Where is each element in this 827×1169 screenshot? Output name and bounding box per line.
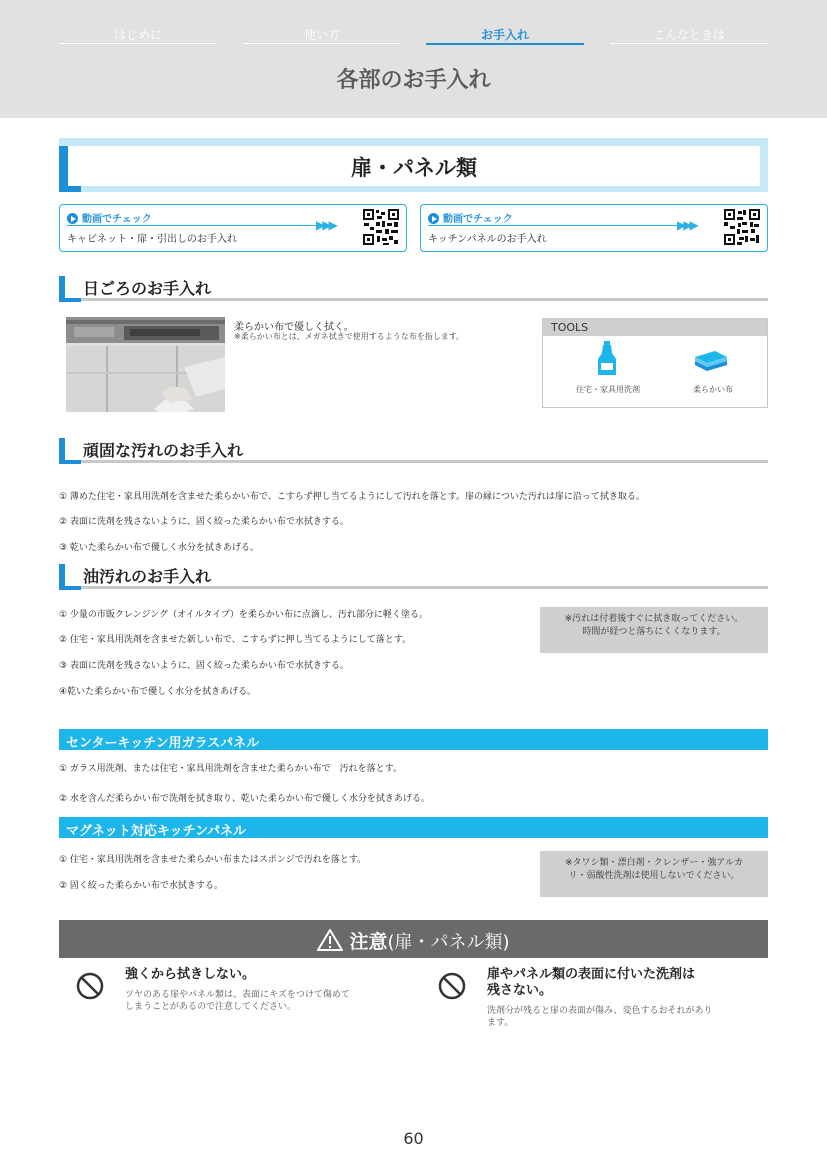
- caution-item-2-title: 扉やパネル類の表面に付いた洗剤は 残さない。: [487, 967, 696, 998]
- stubborn-step-1: ① 薄めた住宅・家具用洗剤を含ませた柔らかい布で、こすらず押し当てるようにして汚れを落とす。扉の縁についた汚れは扉に沿って拭き取る。: [59, 492, 645, 502]
- arrow-icon: ▶▶▶: [677, 218, 696, 232]
- tab-hajimeni[interactable]: はじめに: [59, 26, 217, 43]
- oil-step-4: ④乾いた柔らかい布で優しく水分を拭きあげる。: [59, 687, 257, 697]
- page-title: 各部のお手入れ: [336, 68, 491, 93]
- oil-step-3: ③ 表面に洗剤を残さないように、固く絞った柔らかい布で水拭きする。: [59, 661, 349, 671]
- tab-konnatoki[interactable]: こんなときは: [610, 26, 768, 43]
- daily-note: ※柔らかい布とは、メガネ拭きで使用するような布を指します。: [234, 332, 465, 341]
- heading-stubborn-dirt: 頑固な汚れのお手入れ: [59, 438, 768, 464]
- video-label: 動画でチェック: [428, 210, 513, 225]
- stubborn-step-3: ③ 乾いた柔らかい布で優しく水分を拭きあげる。: [59, 543, 259, 553]
- oil-note: ※汚れは付着後すぐに拭き取ってください。 時間が経つと落ちにくくなります。: [540, 607, 768, 653]
- warning-icon: [317, 929, 343, 951]
- magnet-note: ※タワシ類・漂白剤・クレンザー・強アルカ リ・弱酸性洗剤は使用しないでください。: [540, 851, 768, 897]
- tools-box: [542, 318, 768, 408]
- video-text: キッチンパネルのお手入れ: [428, 234, 547, 245]
- section-title: 扉・パネル類: [351, 156, 477, 180]
- heading-magnet-panel: マグネット対応キッチンパネル: [59, 817, 768, 838]
- photo-wiping-panel: [66, 317, 225, 412]
- play-icon: [428, 213, 439, 224]
- caution-item-1-desc: ツヤのある扉やパネル類は、表面にキズをつけて傷めて しまうことがあるので注意してください。: [125, 990, 350, 1012]
- glass-step-2: ② 水を含んだ柔らかい布で洗剤を拭き取り、乾いた柔らかい布で優しく水分を拭きあげる。: [59, 794, 430, 804]
- divider: [428, 225, 683, 226]
- video-link-cabinet[interactable]: [59, 204, 407, 252]
- banner-accent-foot: [59, 186, 81, 192]
- heading-glass-panel: センターキッチン用ガラスパネル: [59, 729, 768, 750]
- tab-oteire[interactable]: お手入れ: [426, 26, 584, 43]
- caution-item-1-title: 強くから拭きしない。: [125, 967, 256, 982]
- qr-code-icon[interactable]: [362, 208, 400, 246]
- tab-tsukaikata[interactable]: 使い方: [243, 26, 401, 43]
- tool-label-detergent: 住宅・家具用洗剤: [576, 385, 640, 394]
- stubborn-step-2: ② 表面に洗剤を残さないように、固く絞った柔らかい布で水拭きする。: [59, 517, 349, 527]
- prohibition-icon: [76, 972, 104, 1000]
- magnet-step-2: ② 固く絞った柔らかい布で水拭きする。: [59, 881, 223, 891]
- oil-step-2: ② 住宅・家具用洗剤を含ませた新しい布で、こすらずに押し当てるようにして落とす。: [59, 635, 412, 645]
- video-link-kitchen-panel[interactable]: [420, 204, 768, 252]
- oil-step-1: ① 少量の市販クレンジング（オイルタイプ）を柔らかい布に点滴し、汚れ部分に軽く塗る。: [59, 610, 428, 620]
- heading-oil-dirt: 油汚れのお手入れ: [59, 564, 768, 590]
- qr-code-icon[interactable]: [723, 208, 761, 246]
- prohibition-icon: [438, 972, 466, 1000]
- magnet-step-1: ① 住宅・家具用洗剤を含ませた柔らかい布またはスポンジで汚れを落とす。: [59, 855, 366, 865]
- soft-cloth-icon: [693, 347, 729, 371]
- heading-daily-care: 日ごろのお手入れ: [59, 276, 768, 302]
- divider: [67, 225, 322, 226]
- caution-title: 注意(扉・パネル類): [59, 927, 768, 954]
- video-label: 動画でチェック: [67, 210, 152, 225]
- tool-label-cloth: 柔らかい布: [693, 385, 733, 394]
- page-number: 60: [403, 1129, 424, 1148]
- caution-item-2-desc: 洗剤分が残ると扉の表面が傷み、変色するおそれがあり ます。: [487, 1006, 713, 1028]
- arrow-icon: ▶▶▶: [316, 218, 335, 232]
- detergent-bottle-icon: [595, 341, 619, 377]
- tools-label: TOOLS: [551, 321, 589, 334]
- daily-main-text: 柔らかい布で優しく拭く。: [234, 322, 354, 333]
- header: [0, 0, 827, 118]
- video-text: キャビネット・扉・引出しのお手入れ: [67, 234, 237, 245]
- play-icon: [67, 213, 78, 224]
- glass-step-1: ① ガラス用洗剤、または住宅・家具用洗剤を含ませた柔らかい布で 汚れを落とす。: [59, 764, 402, 774]
